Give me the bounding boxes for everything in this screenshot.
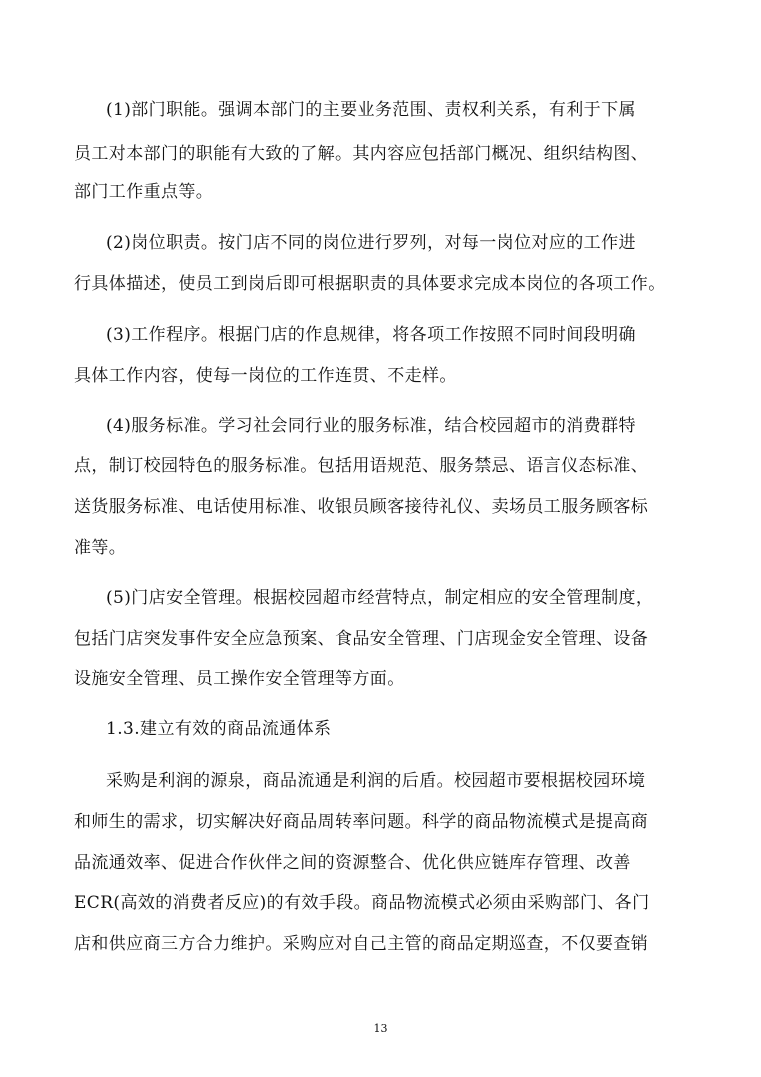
paragraph-1-line-2: 员工对本部门的职能有大致的了解。其内容应包括部门概况、组织结构图、 (74, 144, 649, 164)
paragraph-3-line-1: (3)工作程序。根据门店的作息规律，将各项工作按照不同时间段明确 (106, 325, 636, 345)
paragraph-5-line-1: (5)门店安全管理。根据校园超市经营特点，制定相应的安全管理制度， (106, 588, 654, 608)
paragraph-1-line-1: (1)部门职能。强调本部门的主要业务范围、责权利关系，有利于下属 (106, 100, 636, 120)
paragraph-4-line-3: 送货服务标准、电话使用标准、收银员顾客接待礼仪、卖场员工服务顾客标 (74, 497, 649, 517)
paragraph-2-line-1: (2)岗位职责。按门店不同的岗位进行罗列，对每一岗位对应的工作进 (106, 233, 636, 253)
paragraph-6-line-2: 和师生的需求，切实解决好商品周转率问题。科学的商品物流模式是提高商 (74, 812, 649, 832)
paragraph-4-line-4: 准等。 (74, 538, 127, 558)
paragraph-6-line-4: ECR(高效的消费者反应)的有效手段。商品物流模式必须由采购部门、各门 (74, 893, 650, 913)
paragraph-5-line-3: 设施安全管理、员工操作安全管理等方面。 (74, 669, 405, 689)
paragraph-6-line-3: 品流通效率、促进合作伙伴之间的资源整合、优化供应链库存管理、改善 (74, 853, 631, 873)
paragraph-4-line-2: 点，制订校园特色的服务标准。包括用语规范、服务禁忌、语言仪态标准、 (74, 456, 649, 476)
paragraph-6-line-5: 店和供应商三方合力维护。采购应对自己主管的商品定期巡查，不仅要查销 (74, 934, 649, 954)
paragraph-3-line-2: 具体工作内容，使每一岗位的工作连贯、不走样。 (74, 366, 457, 386)
paragraph-4-line-1: (4)服务标准。学习社会同行业的服务标准，结合校园超市的消费群特 (106, 416, 636, 436)
paragraph-1-line-3: 部门工作重点等。 (74, 182, 214, 202)
paragraph-2-line-2: 行具体描述，使员工到岗后即可根据职责的具体要求完成本岗位的各项工作。 (74, 274, 666, 294)
paragraph-6-line-1: 采购是利润的源泉，商品流通是利润的后盾。校园超市要根据校园环境 (106, 771, 646, 791)
page-number: 13 (373, 1022, 388, 1035)
section-heading: 1.3.建立有效的商品流通体系 (106, 719, 332, 739)
paragraph-5-line-2: 包括门店突发事件安全应急预案、食品安全管理、门店现金安全管理、设备 (74, 629, 649, 649)
